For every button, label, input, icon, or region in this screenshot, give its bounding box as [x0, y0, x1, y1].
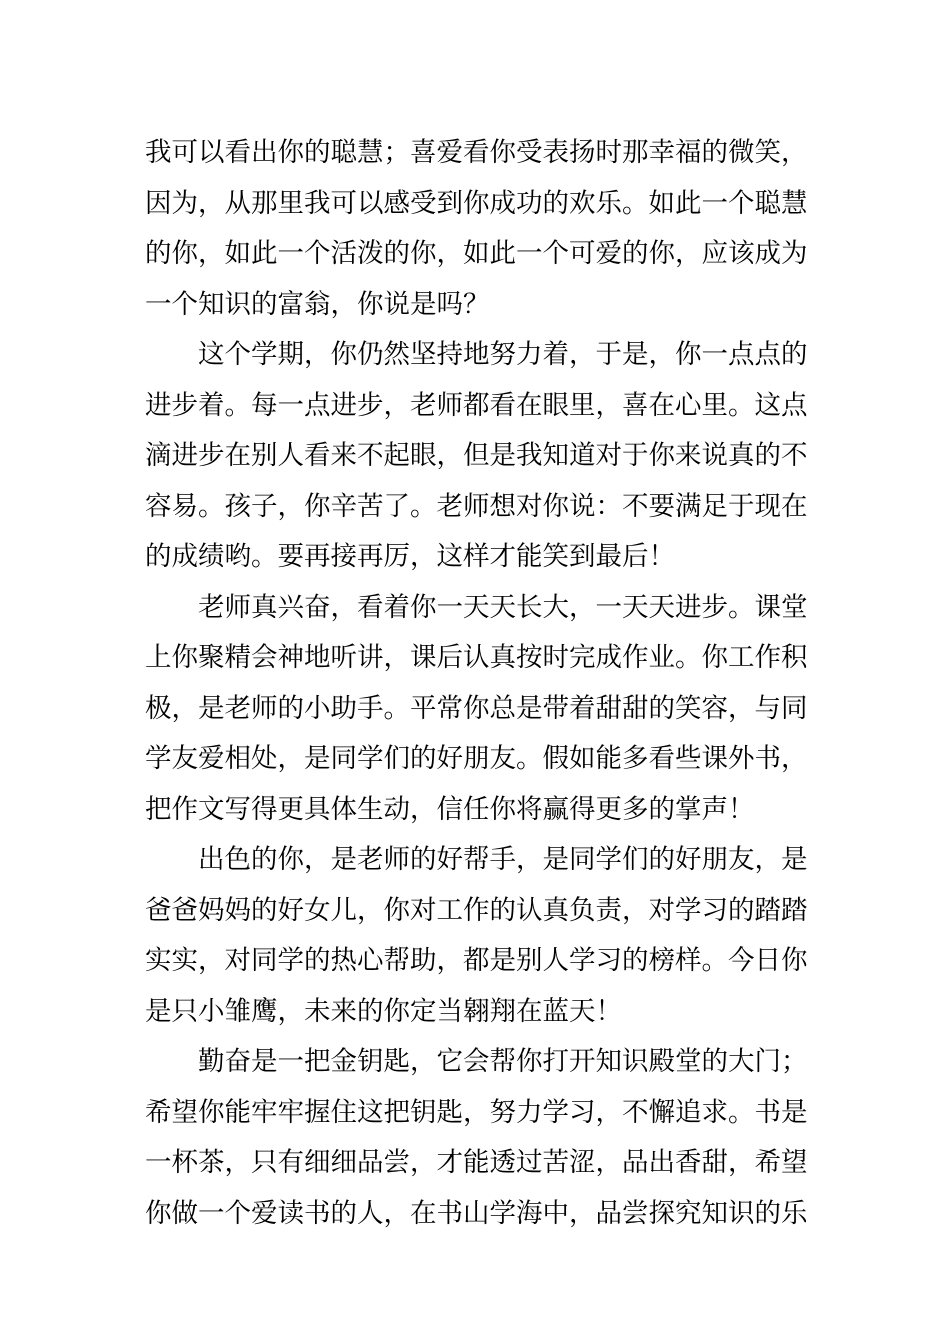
text-line: 我可以看出你的聪慧；喜爱看你受表扬时那幸福的微笑， — [145, 137, 807, 168]
text-line: 希望你能牢牢握住这把钥匙，努力学习，不懈追求。书是 — [145, 1096, 807, 1128]
document-body — [145, 128, 807, 1239]
text-line: 容易。孩子，你辛苦了。老师想对你说：不要满足于现在 — [145, 490, 807, 522]
text-line: 的你，如此一个活泼的你，如此一个可爱的你，应该成为 — [145, 238, 807, 269]
text-line: 的成绩哟。要再接再厉，这样才能笑到最后！ — [145, 541, 675, 572]
text-line: 极，是老师的小助手。平常你总是带着甜甜的笑容，与同 — [145, 692, 807, 724]
text-line: 滴进步在别人看来不起眼，但是我知道对于你来说真的不 — [145, 440, 807, 471]
text-line: 上你聚精会神地听讲，课后认真按时完成作业。你工作积 — [145, 642, 807, 673]
text-line: 进步着。每一点进步，老师都看在眼里，喜在心里。这点 — [145, 389, 807, 421]
text-line: 因为，从那里我可以感受到你成功的欢乐。如此一个聪慧 — [145, 187, 807, 219]
text-line: 出色的你，是老师的好帮手，是同学们的好朋友，是 — [198, 844, 807, 875]
text-line: 老师真兴奋，看着你一天天长大，一天天进步。课堂 — [198, 591, 807, 623]
text-line: 学友爱相处，是同学们的好朋友。假如能多看些课外书， — [145, 743, 807, 774]
text-line: 这个学期，你仍然坚持地努力着，于是，你一点点的 — [198, 339, 807, 370]
text-line: 勤奋是一把金钥匙，它会帮你打开知识殿堂的大门； — [198, 1046, 807, 1077]
text-line: 一个知识的富翁，你说是吗？ — [145, 288, 490, 320]
text-line: 把作文写得更具体生动，信任你将赢得更多的掌声！ — [145, 793, 755, 825]
text-line: 你做一个爱读书的人，在书山学海中，品尝探究知识的乐 — [145, 1197, 807, 1229]
text-line: 实实，对同学的热心帮助，都是别人学习的榜样。今日你 — [145, 945, 807, 976]
text-line: 是只小雏鹰，未来的你定当翱翔在蓝天！ — [145, 995, 622, 1027]
text-line: 爸爸妈妈的好女儿，你对工作的认真负责，对学习的踏踏 — [145, 894, 807, 926]
text-line: 一杯茶，只有细细品尝，才能透过苦涩，品出香甜，希望 — [145, 1147, 807, 1178]
